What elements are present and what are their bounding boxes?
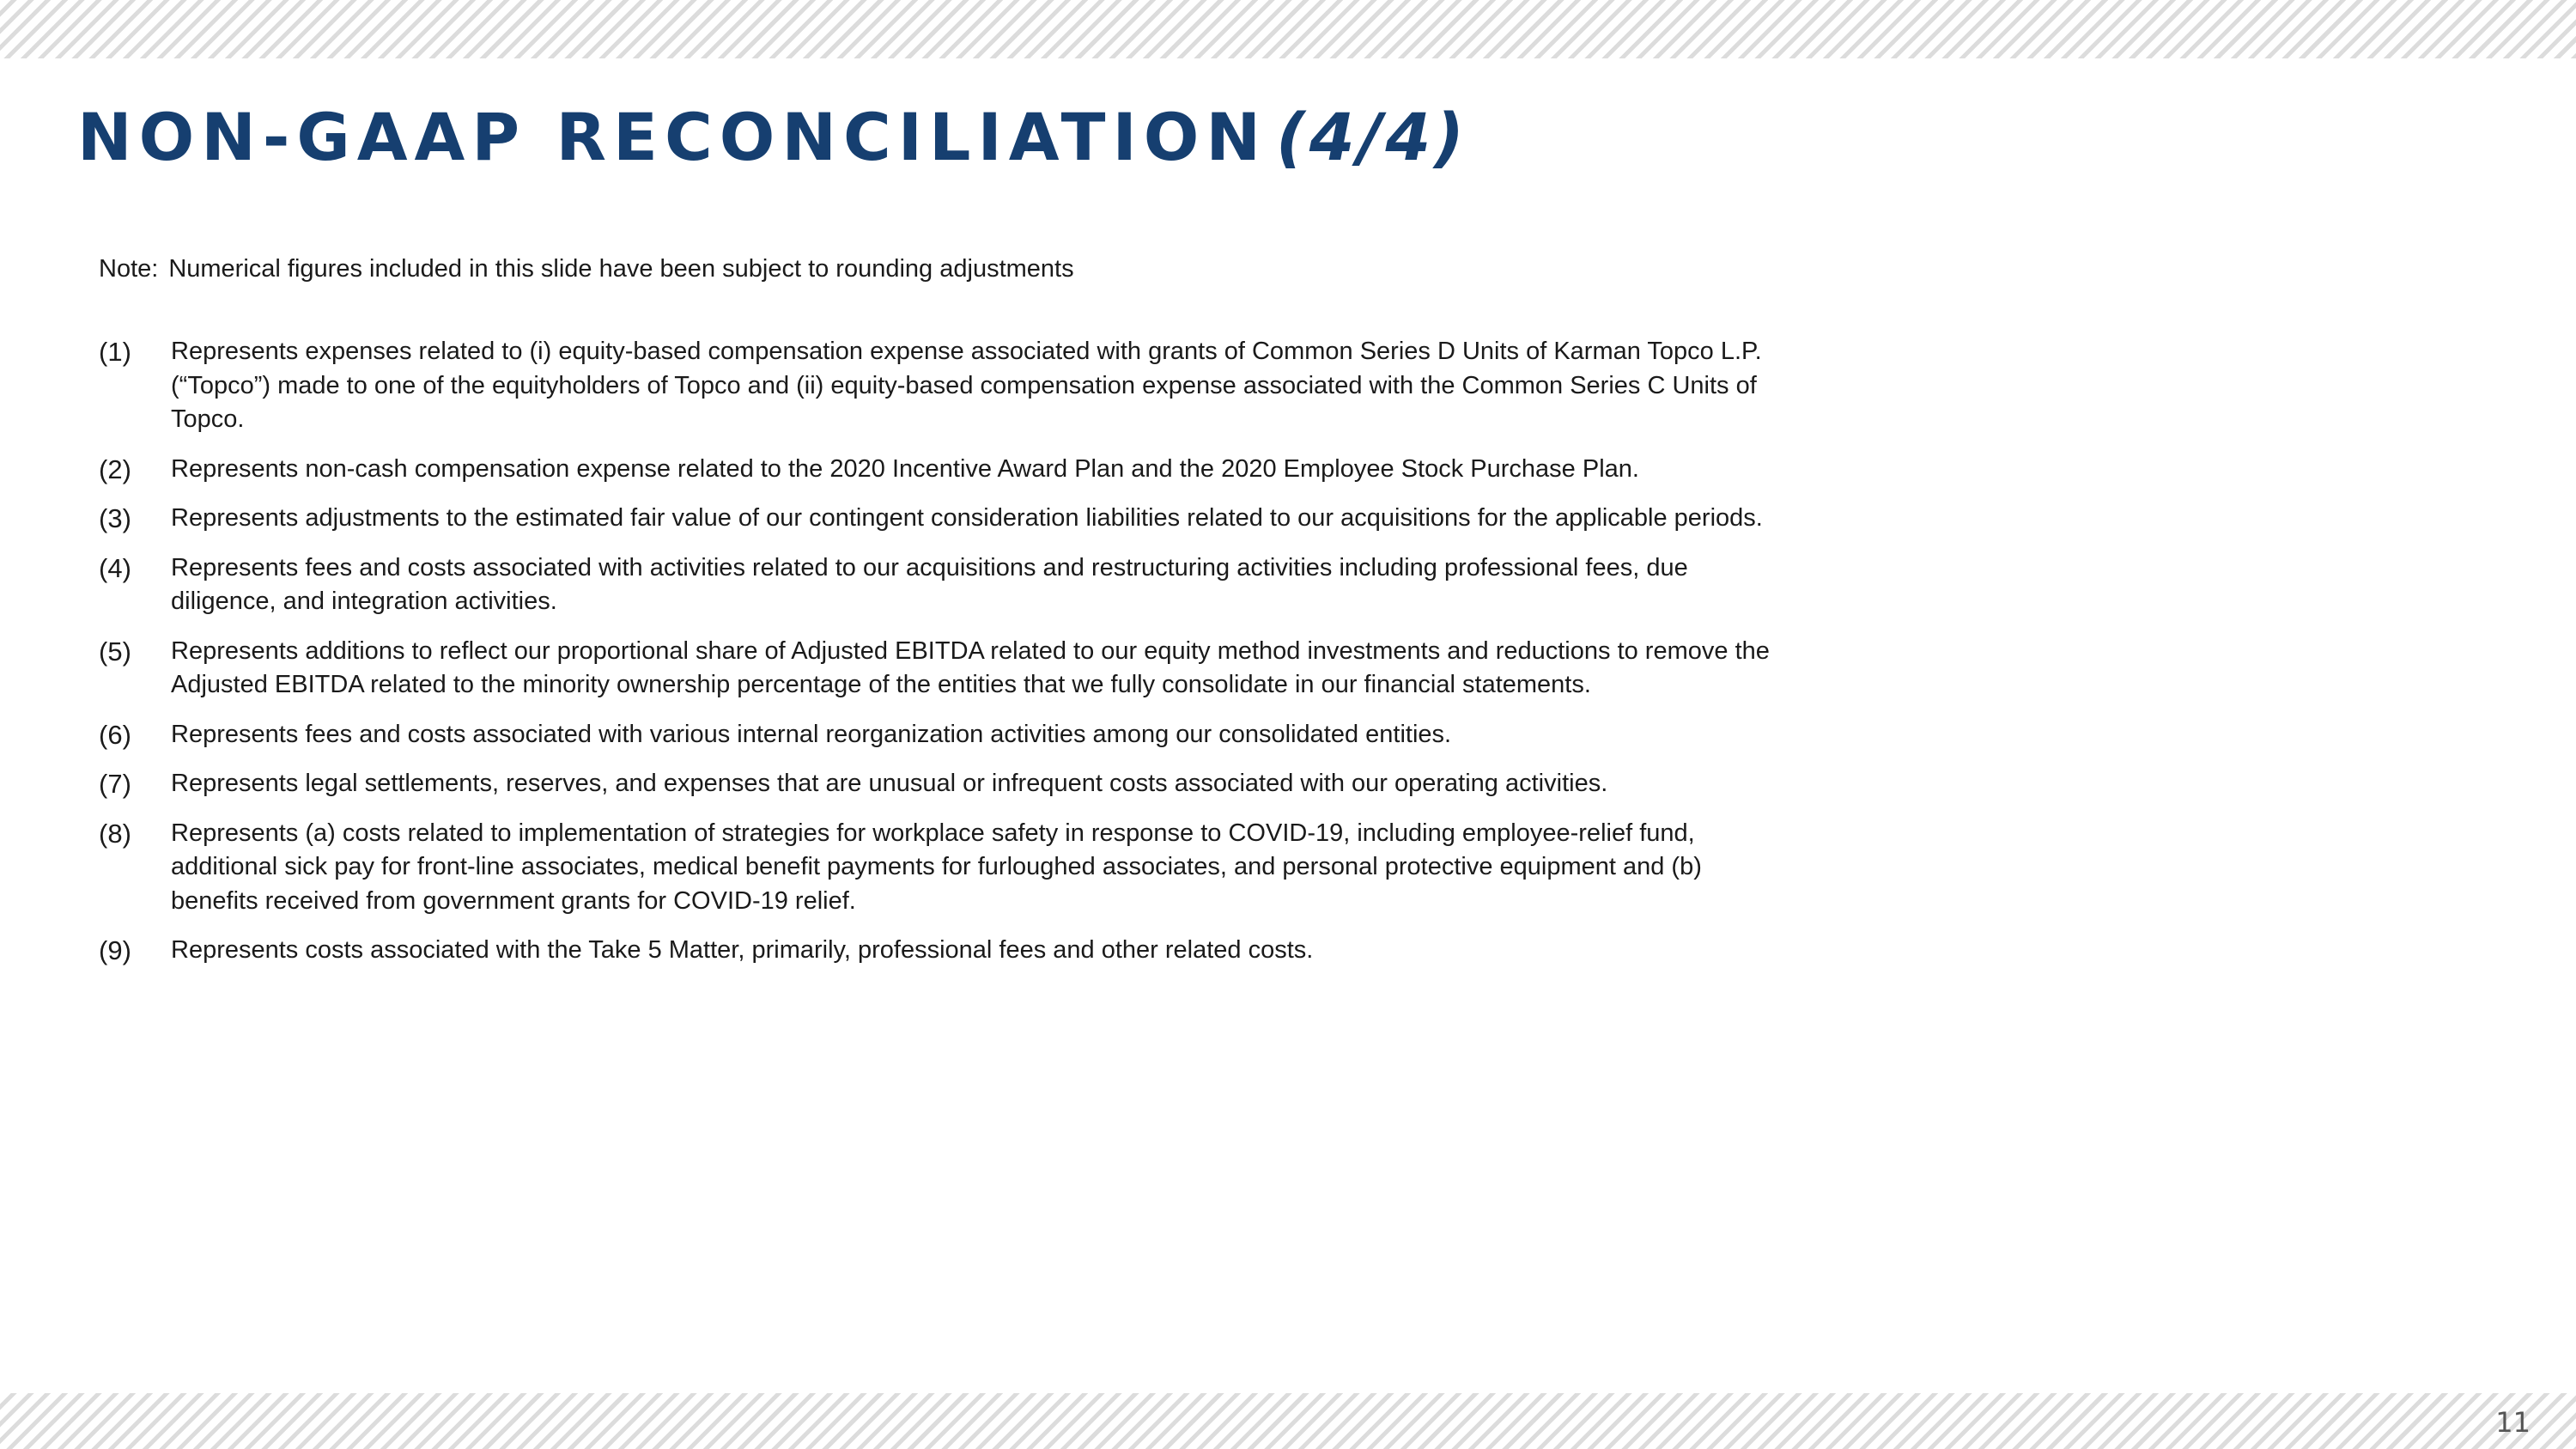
- slide-title: [77, 101, 1467, 174]
- footnote-number: (7): [99, 769, 131, 799]
- footnote-number: (5): [99, 636, 131, 667]
- slide-title-suffix: (4/4): [1275, 99, 1467, 175]
- footnote-item: [99, 718, 1782, 752]
- footnote-item: [99, 934, 1782, 968]
- footnote-number: (2): [99, 454, 131, 484]
- footnote-item: [99, 635, 1782, 703]
- footnote-number: (8): [99, 818, 131, 849]
- page-number: 11: [2495, 1406, 2530, 1439]
- footnote-item: [99, 817, 1782, 919]
- footnote-number: (3): [99, 503, 131, 533]
- footnote-text: Represents costs associated with the Take 5 Matter, primarily, professional fees and other related costs.: [171, 936, 1314, 964]
- decorative-stripe-band-top: [0, 0, 2576, 58]
- footnote-text: Represents fees and costs associated with various internal reorganization activities among our consolidated entities.: [171, 720, 1452, 748]
- footnote-item: [99, 551, 1782, 619]
- footnote-text: Represents additions to reflect our proportional share of Adjusted EBITDA related to our equity method investments and reductions to remove the Adjusted EBITDA related to the minority ownership percentage of the entities that we fully consolidate in our financial statements.: [171, 636, 1770, 698]
- footnote-item: [99, 335, 1782, 437]
- footnote-text: Represents expenses related to (i) equity-based compensation expense associated with grants of Common Series D Units of Karman Topco L.P. (“Topco”) made to one of the equityholders of Topco and (ii) equity-based compensation expense associated with the Common Series C Units of Topco.: [171, 338, 1762, 433]
- footnote-number: (9): [99, 935, 131, 965]
- decorative-stripe-band-bottom: [0, 1393, 2576, 1449]
- footnote-text: Represents adjustments to the estimated fair value of our contingent consideration liabilities related to our acquisitions for the applicable periods.: [171, 504, 1763, 532]
- footnote-list: [99, 335, 1782, 983]
- footnote-text: Represents fees and costs associated with activities related to our acquisitions and restructuring activities including professional fees, due diligence, and integration activities.: [171, 553, 1688, 615]
- footnote-number: (1): [99, 337, 131, 367]
- footnote-item: [99, 767, 1782, 801]
- note-label: Note:: [99, 255, 159, 283]
- footnote-text: Represents non-cash compensation expense related to the 2020 Incentive Award Plan and the 2020 Employee Stock Purchase Plan.: [171, 454, 1639, 483]
- rounding-note: [99, 252, 1074, 286]
- footnote-number: (6): [99, 719, 131, 750]
- footnote-item: [99, 453, 1782, 487]
- footnote-text: Represents (a) costs related to implementation of strategies for workplace safety in response to COVID-19, including employee-relief fund, additional sick pay for front-line associates, medical benefit payments for furloughed associates, and personal protective equipment and (b) benefits received from government grants for COVID-19 relief.: [171, 819, 1702, 915]
- footnote-number: (4): [99, 552, 131, 583]
- slide-title-main: NON-GAAP RECONCILIATION: [77, 99, 1267, 175]
- footnote-text: Represents legal settlements, reserves, and expenses that are unusual or infrequent costs associated with our operating activities.: [171, 770, 1608, 797]
- note-text: Numerical figures included in this slide have been subject to rounding adjustments: [168, 255, 1074, 283]
- footnote-item: [99, 502, 1782, 536]
